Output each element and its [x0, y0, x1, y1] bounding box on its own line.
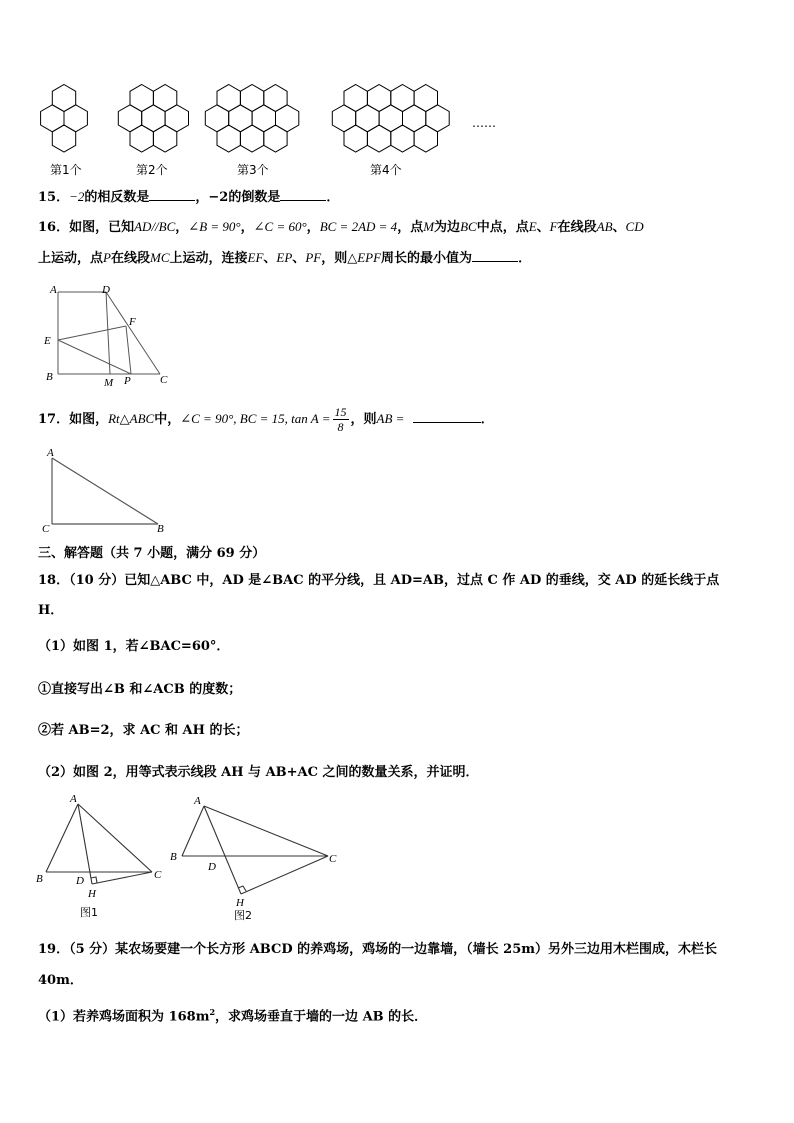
- hexagon-cell: [240, 125, 263, 152]
- hexagon-cell: [344, 125, 367, 152]
- hexagon-cell: [403, 105, 426, 132]
- question-18-part-2: （2）如图 2，用等式表示线段 AH 与 AB+AC 之间的数量关系，并证明．: [38, 765, 479, 780]
- hex-label-4: 第4个: [370, 163, 402, 177]
- q18-figure-1: [34, 790, 174, 930]
- question-19-part-1: （1）若养鸡场面积为 $168m^2$，求鸡场垂直于墙的一边 AB 的长．: [38, 1007, 428, 1025]
- q16-label-A: A: [50, 284, 57, 296]
- hexagon-cell: [426, 105, 449, 132]
- hexagon-pattern-figures: [0, 0, 794, 180]
- q16-label-F: F: [129, 316, 136, 328]
- fig1-label-A: A: [70, 793, 77, 805]
- hexagon-cell: [252, 105, 275, 132]
- hexagon-cell: [130, 85, 153, 112]
- hexagon-cell: [391, 85, 414, 112]
- question-18-line-2: H．: [38, 603, 64, 618]
- q17-label-B: B: [157, 523, 164, 535]
- hexagon-cell: [217, 125, 240, 152]
- hexagon-cell: [142, 105, 165, 132]
- fig1-caption: 图1: [80, 906, 98, 919]
- hexagon-cell: [64, 105, 87, 132]
- hexagon-cell: [367, 125, 390, 152]
- fig2-caption: 图2: [234, 909, 252, 922]
- hexagon-cell: [264, 85, 287, 112]
- fig1-label-H: H: [88, 888, 96, 900]
- hexagon-cell: [391, 125, 414, 152]
- question-18-part-1: （1）如图 1，若∠BAC=60°．: [38, 639, 230, 654]
- question-19-line-1: 19．（5 分）某农场要建一个长方形 ABCD 的养鸡场，鸡场的一边靠墙，（墙长 25m）另外三边用木栏围成，木栏长: [38, 942, 718, 957]
- fig2-label-D: D: [208, 861, 216, 873]
- fig2-label-A: A: [194, 795, 201, 807]
- fig2-label-B: B: [170, 851, 177, 863]
- fig2-label-H: H: [236, 897, 244, 909]
- q17-label-A: A: [47, 447, 54, 459]
- q16-label-B: B: [46, 371, 53, 383]
- fraction-15-8: $\frac{15}{8}$: [334, 405, 347, 434]
- hexagon-cell: [414, 85, 437, 112]
- section-3-title: 三、解答题（共 7 小题，满分 69 分）: [38, 546, 266, 561]
- hexagon-cell: [344, 85, 367, 112]
- hex-label-3: 第3个: [237, 163, 269, 177]
- hexagon-cell: [229, 105, 252, 132]
- question-18-sub-2: ②若 AB=2，求 AC 和 AH 的长；: [38, 723, 249, 738]
- hexagon-cell: [367, 85, 390, 112]
- q16-label-E: E: [44, 335, 51, 347]
- answer-blank: [280, 188, 326, 201]
- hexagon-cell: [52, 85, 75, 112]
- hexagon-cell: [130, 125, 153, 152]
- hexagon-cell: [205, 105, 228, 132]
- hexagon-cell: [379, 105, 402, 132]
- question-15: 15．−2的相反数是 ，−2的倒数是 ．: [38, 189, 340, 205]
- hexagon-cell: [153, 85, 176, 112]
- fig1-label-B: B: [36, 873, 43, 885]
- question-16-line-2: 上运动，点P在线段MC上运动，连接EF、EP、PF，则△EPF周长的最小值为 ．: [38, 250, 532, 266]
- hexagon-cell: [356, 105, 379, 132]
- q16-label-D: D: [102, 284, 110, 296]
- answer-blank: [472, 249, 518, 262]
- answer-blank: [149, 188, 195, 201]
- question-16-line-1: 16．如图，已知AD//BC，∠B = 90°，∠C = 60°，BC = 2AD = 4，点M为边BC中点，点E、F在线段AB、CD: [38, 219, 644, 235]
- fig1-label-C: C: [154, 869, 162, 881]
- hexagon-cell: [52, 125, 75, 152]
- question-17: 17．如图，Rt△ABC中，∠C = 90°, BC = 15, tan A = $\frac{15}{8}$ ，则AB = ．: [38, 405, 494, 434]
- hexagon-cell: [41, 105, 64, 132]
- fig2-label-C: C: [329, 853, 337, 865]
- question-18-sub-1: ①直接写出∠B 和∠ACB 的度数；: [38, 682, 242, 697]
- q18-figure-2: [164, 790, 364, 930]
- q17-label-C: C: [42, 523, 50, 535]
- hex-ellipsis: ……: [472, 116, 496, 130]
- hexagon-cell: [118, 105, 141, 132]
- hexagon-cell: [240, 85, 263, 112]
- q17-right-triangle-figure: [40, 446, 180, 536]
- answer-blank: [413, 410, 481, 423]
- question-18-line-1: 18．（10 分）已知△ABC 中，AD 是∠BAC 的平分线，且 AD=AB，过点 C 作 AD 的垂线，交 AD 的延长线于点: [38, 573, 720, 588]
- hexagon-cell: [217, 85, 240, 112]
- q16-label-M: M: [104, 377, 114, 389]
- fig1-label-D: D: [76, 875, 84, 887]
- hex-label-2: 第2个: [136, 163, 168, 177]
- question-19-line-2: 40m．: [38, 973, 83, 988]
- hexagon-cell: [332, 105, 355, 132]
- hexagon-cell: [414, 125, 437, 152]
- hexagon-cell: [264, 125, 287, 152]
- hex-label-1: 第1个: [50, 163, 82, 177]
- hexagon-cell: [165, 105, 188, 132]
- hexagon-cell: [276, 105, 299, 132]
- q16-trapezoid-figure: [40, 282, 220, 392]
- q16-label-C: C: [160, 374, 168, 386]
- q16-label-P: P: [124, 375, 131, 387]
- hexagon-cell: [153, 125, 176, 152]
